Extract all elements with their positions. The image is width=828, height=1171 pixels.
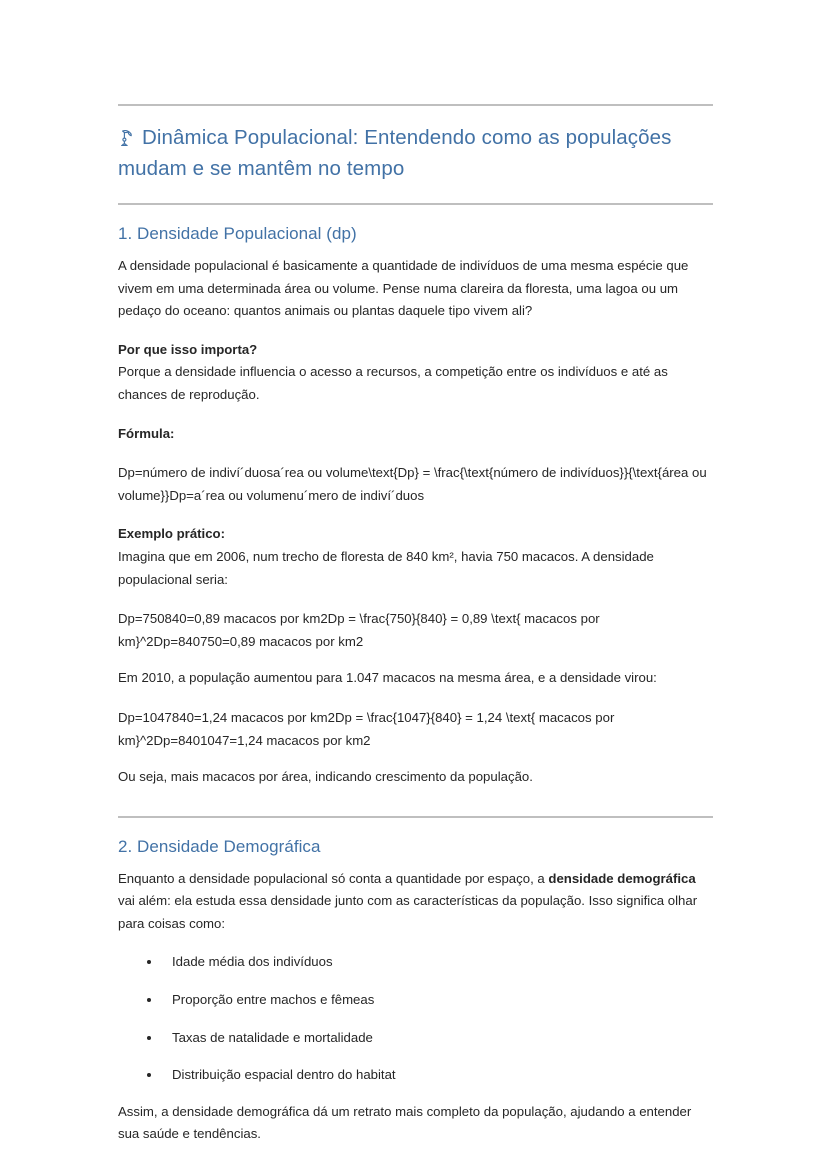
divider-top	[118, 104, 713, 106]
section2-characteristics-list	[118, 951, 713, 1086]
bullet-dot-icon	[147, 1036, 151, 1040]
section2-intro-paragraph	[118, 868, 713, 936]
list-item	[118, 951, 713, 974]
section1-formula-raw: Dp=número de indiví´duosa´rea ou volume\text{Dp} = \frac{\text{número de indivíduos}}{\text{área ou volume}}Dp=a´rea ou volumenu´mero de indiví´duos	[118, 465, 707, 503]
section1-intro-paragraph: A densidade populacional é basicamente a quantidade de indivíduos de uma mesma espécie que vivem em uma determinada área ou volume. Pense numa clareira da floresta, uma lagoa ou um pedaço do oceano: quantos animais ou plantas daquele tipo vivem ali?	[118, 258, 689, 319]
list-item-label: Proporção entre machos e fêmeas	[172, 992, 375, 1008]
page-title	[118, 122, 713, 184]
list-item-label: Distribuição espacial dentro do habitat	[172, 1067, 396, 1083]
section-heading-2: 2. Densidade Demográfica	[118, 836, 321, 856]
section1-formula-label: Fórmula:	[118, 425, 175, 441]
list-item	[118, 1064, 713, 1087]
bullet-dot-icon	[147, 998, 151, 1002]
microscope-icon	[118, 129, 135, 147]
section1-why-label: Por que isso importa?	[118, 341, 258, 357]
section1-example-paragraph: Imagina que em 2006, num trecho de floresta de 840 km², havia 750 macacos. A densidade populacional seria:	[118, 548, 654, 587]
list-item	[118, 989, 713, 1012]
section1-example-label: Exemplo prático:	[118, 526, 225, 542]
list-item-label: Taxas de natalidade e mortalidade	[172, 1029, 373, 1045]
bullet-dot-icon	[147, 960, 151, 964]
section1-example-paragraph-2: Em 2010, a população aumentou para 1.047 macacos na mesma área, e a densidade virou:	[118, 670, 657, 686]
divider-before-section-2	[118, 816, 713, 818]
list-item	[118, 1027, 713, 1050]
section1-why-paragraph: Porque a densidade influencia o acesso a recursos, a competição entre os indivíduos e até as chances de reprodução.	[118, 364, 668, 402]
divider-after-title	[118, 203, 713, 205]
bullet-dot-icon	[147, 1073, 151, 1077]
section1-example-formula-2: Dp=1047840=1,24 macacos por km2Dp = \frac{1047}{840} = 1,24 \text{ macacos por km}^2Dp=8401047=1,24 macacos por km2	[118, 709, 615, 748]
page-title-text: Dinâmica Populacional: Entendendo como as populações mudam e se mantêm no tempo	[118, 126, 672, 180]
section-heading-1: 1. Densidade Populacional (dp)	[118, 224, 357, 243]
section2-intro-part2: vai além: ela estuda essa densidade junto com as características da população. Isso significa olhar para coisas como:	[118, 893, 698, 931]
section1-conclusion-paragraph: Ou seja, mais macacos por área, indicando crescimento da população.	[118, 769, 533, 785]
section2-intro-part1: Enquanto a densidade populacional só conta a quantidade por espaço, a	[118, 870, 549, 886]
document-content	[118, 104, 713, 1171]
section2-closing-paragraph: Assim, a densidade demográfica dá um retrato mais completo da população, ajudando a entender sua saúde e tendências.	[118, 1103, 692, 1142]
list-item-label: Idade média dos indivíduos	[172, 954, 333, 970]
section2-intro-emphasis: densidade demográfica	[548, 870, 696, 886]
section1-example-formula-1: Dp=750840=0,89 macacos por km2Dp = \frac{750}{840} = 0,89 \text{ macacos por km}^2Dp=840750=0,89 macacos por km2	[118, 611, 600, 649]
